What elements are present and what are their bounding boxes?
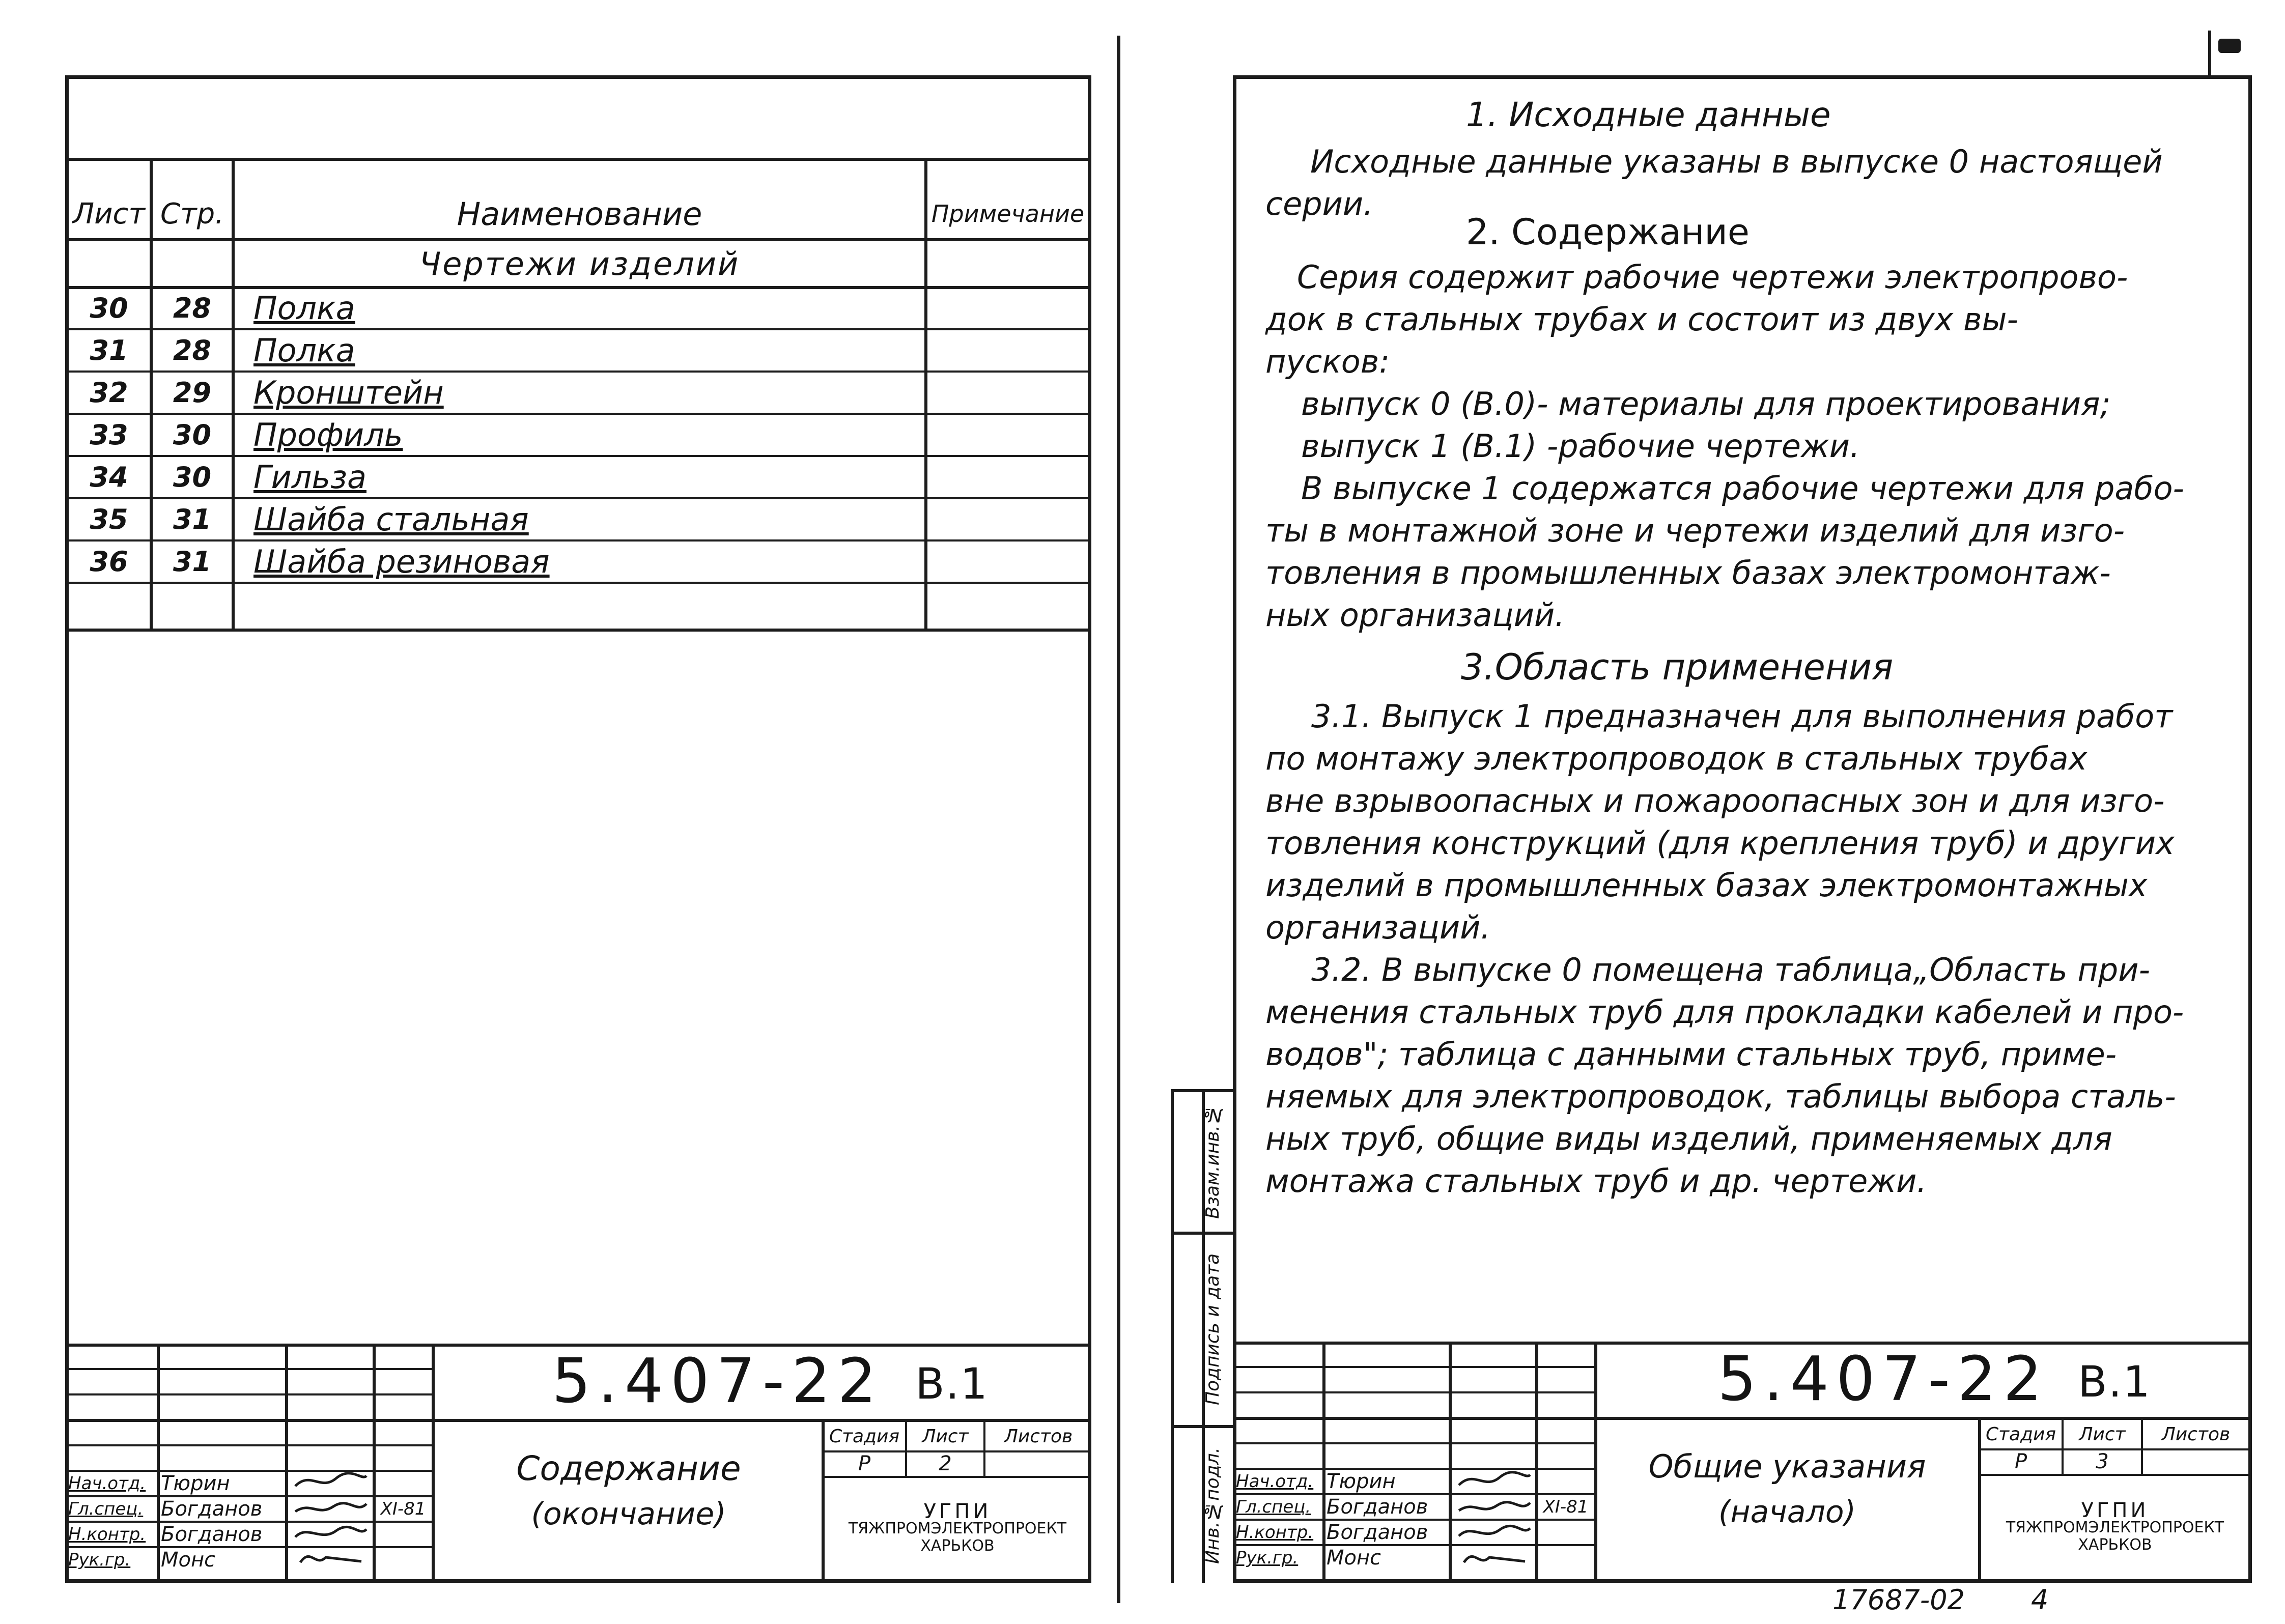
side-strip-line [1171, 1425, 1233, 1428]
section-3-line: монтажа стальных труб и др. чертежи. [1265, 1162, 1927, 1200]
role-label: Гл.спец. [1236, 1497, 1311, 1517]
title-block-line [1233, 1442, 1594, 1444]
row-page-number: 28 [173, 292, 212, 324]
title-block-column [1322, 1342, 1325, 1583]
table-row-line [65, 582, 1091, 584]
section-2-line: Серия содержит рабочие чертежи электропрово- [1297, 259, 2128, 296]
person-name: Богданов [1327, 1521, 1428, 1544]
section-3-line: няемых для электропроводок, таблицы выбора сталь- [1265, 1078, 2176, 1115]
section-3-line: по монтажу электропроводок в стальных трубах [1265, 740, 2087, 777]
sheet-title: Общие указания [1648, 1447, 1926, 1485]
sheet-title: Содержание [516, 1448, 741, 1488]
document-code: 5.407-22 [1717, 1344, 2049, 1415]
person-name: Богданов [161, 1497, 263, 1521]
stage-value: Р [2014, 1450, 2027, 1473]
title-block-line [65, 1393, 432, 1395]
stage-label: Стадия [1985, 1423, 2056, 1445]
role-label: Нач.отд. [68, 1473, 146, 1494]
sheets-label: Листов [2161, 1423, 2231, 1445]
section-2-line: ных организаций. [1265, 596, 1565, 634]
row-sheet-number: 35 [90, 503, 128, 535]
section-1-title: 1. Исходные данные [1466, 95, 1831, 134]
role-label: Н.контр. [68, 1524, 146, 1545]
volume-label: B.1 [2078, 1357, 2151, 1407]
section-2-line: В выпуске 1 содержатся рабочие чертежи для рабо- [1301, 470, 2184, 507]
title-block-column [1594, 1342, 1597, 1583]
row-item-name: Гильза [253, 458, 366, 496]
section-3-line: вне взрывоопасных и пожароопасных зон и для изго- [1265, 782, 2165, 819]
row-item-name: Кронштейн [253, 374, 444, 411]
side-strip-line [1171, 1089, 1174, 1583]
title-block-column [1449, 1342, 1452, 1583]
document-code: 5.407-22 [552, 1346, 884, 1417]
organization-line: ХАРЬКОВ [2078, 1536, 2152, 1554]
page-mark: 4 [2031, 1584, 2049, 1616]
organization-line: УГПИ [2081, 1499, 2149, 1522]
section-1-line: Исходные данные указаны в выпуске 0 настоящей [1310, 143, 2163, 180]
side-strip-line [1171, 1089, 1233, 1092]
section-3-line: изделий в промышленных базах электромонтажных [1265, 867, 2148, 904]
sheet-label: Лист [2079, 1423, 2126, 1445]
date-value: XI-81 [1543, 1497, 1589, 1517]
section-3-line: водов"; таблица с данными стальных труб, приме- [1265, 1036, 2117, 1073]
row-page-number: 30 [173, 461, 212, 493]
section-3-title: 3.Область применения [1461, 646, 1894, 688]
person-name: Богданов [1327, 1495, 1428, 1519]
organization-name [1980, 1476, 2250, 1580]
title-block-line [1233, 1366, 1594, 1368]
role-label: Рук.гр. [68, 1550, 131, 1570]
section-1-line: серии. [1265, 185, 1373, 222]
section-2-line: пусков: [1265, 343, 1390, 380]
person-name: Богданов [161, 1523, 263, 1546]
section-3-line: организаций. [1265, 909, 1491, 946]
title-block-line [65, 1368, 432, 1370]
row-item-name: Полка [253, 289, 355, 327]
section-2-line: товления в промышленных базах электромонтаж- [1265, 554, 2111, 591]
signature [290, 1466, 372, 1573]
row-page-number: 30 [173, 418, 212, 451]
title-block-line [65, 1444, 432, 1446]
row-sheet-number: 31 [90, 334, 128, 366]
title-block-column [373, 1344, 376, 1583]
section-3-line: 3.2. В выпуске 0 помещена таблица„Область при- [1311, 951, 2150, 988]
row-sheet-number: 33 [90, 418, 128, 451]
corner-mark [2218, 39, 2241, 53]
table-header-top-line [65, 158, 1091, 161]
side-strip-label: Инв.№подл. [1202, 1447, 1223, 1564]
section-3-line: 3.1. Выпуск 1 предназначен для выполнения работ [1311, 698, 2173, 735]
title-block-column [1535, 1342, 1538, 1583]
signature [1454, 1464, 1534, 1573]
side-strip-line [1171, 1232, 1233, 1235]
row-page-number: 31 [173, 503, 212, 535]
sheet-subtitle: (начало) [1718, 1494, 1856, 1530]
column-header-sheet: Лист [73, 197, 145, 231]
side-strip-label: Подпись и дата [1202, 1253, 1223, 1406]
table-bottom-line [65, 629, 1091, 632]
organization-line: ТЯЖПРОМЭЛЕКТРОПРОЕКТ [848, 1520, 1067, 1537]
row-sheet-number: 34 [90, 461, 128, 493]
row-sheet-number: 36 [90, 545, 128, 578]
stage-value: Р [858, 1452, 871, 1475]
row-page-number: 31 [173, 545, 212, 578]
title-block-line [1233, 1391, 1594, 1393]
row-sheet-number: 30 [90, 292, 128, 324]
row-item-name: Профиль [253, 416, 403, 453]
column-header-note: Примечание [931, 200, 1085, 227]
person-name: Тюрин [161, 1472, 230, 1495]
section-2-line: выпуск 1 (В.1) -рабочие чертежи. [1301, 428, 1860, 465]
sheet-number: 3 [2096, 1450, 2109, 1473]
stage-label: Стадия [829, 1426, 900, 1447]
sheet-label: Лист [922, 1426, 969, 1447]
volume-label: B.1 [915, 1359, 989, 1409]
date-value: XI-81 [380, 1499, 426, 1519]
side-strip-label: Взам.инв.№ [1202, 1104, 1223, 1219]
section-2-line: выпуск 0 (В.0)- материалы для проектирования; [1301, 385, 2111, 422]
row-item-name: Шайба резиновая [253, 543, 550, 580]
table-section-title: Чертежи изделий [419, 245, 740, 282]
row-page-number: 28 [173, 334, 212, 366]
row-item-name: Шайба стальная [253, 500, 529, 538]
section-2-title: 2. Содержание [1466, 211, 1750, 253]
section-3-line: ных труб, общие виды изделий, применяемых для [1265, 1120, 2112, 1157]
column-header-page: Стр. [160, 197, 224, 231]
row-item-name: Полка [253, 331, 355, 369]
section-2-line: ты в монтажной зоне и чертежи изделий для изго- [1265, 512, 2125, 549]
column-header-name: Наименование [457, 195, 702, 233]
row-sheet-number: 32 [90, 376, 128, 409]
title-block-column [285, 1344, 288, 1583]
fold-divider [1117, 36, 1120, 1603]
person-name: Монс [1327, 1546, 1381, 1570]
person-name: Тюрин [1327, 1470, 1396, 1493]
title-block-column [157, 1344, 160, 1583]
section-3-line: менения стальных труб для прокладки кабелей и про- [1265, 993, 2184, 1031]
title-block-column [432, 1344, 435, 1583]
role-label: Рук.гр. [1236, 1548, 1299, 1568]
organization-name [824, 1478, 1091, 1580]
organization-line: ХАРЬКОВ [920, 1537, 995, 1555]
row-page-number: 29 [173, 376, 212, 409]
sheets-label: Листов [1004, 1426, 1073, 1447]
organization-line: УГПИ [923, 1500, 992, 1523]
corner-mark [2208, 31, 2211, 76]
archive-number: 17687-02 [1832, 1584, 1965, 1616]
section-3-line: товления конструкций (для крепления труб) и других [1265, 824, 2175, 862]
role-label: Гл.спец. [68, 1499, 144, 1519]
sheet-subtitle: (окончание) [531, 1496, 726, 1532]
person-name: Монс [161, 1548, 216, 1572]
role-label: Н.контр. [1236, 1522, 1314, 1543]
sheet-number: 2 [939, 1452, 952, 1475]
section-2-line: док в стальных трубах и состоит из двух вы- [1265, 301, 2018, 338]
role-label: Нач.отд. [1236, 1471, 1314, 1492]
organization-line: ТЯЖПРОМЭЛЕКТРОПРОЕКТ [2006, 1519, 2224, 1536]
